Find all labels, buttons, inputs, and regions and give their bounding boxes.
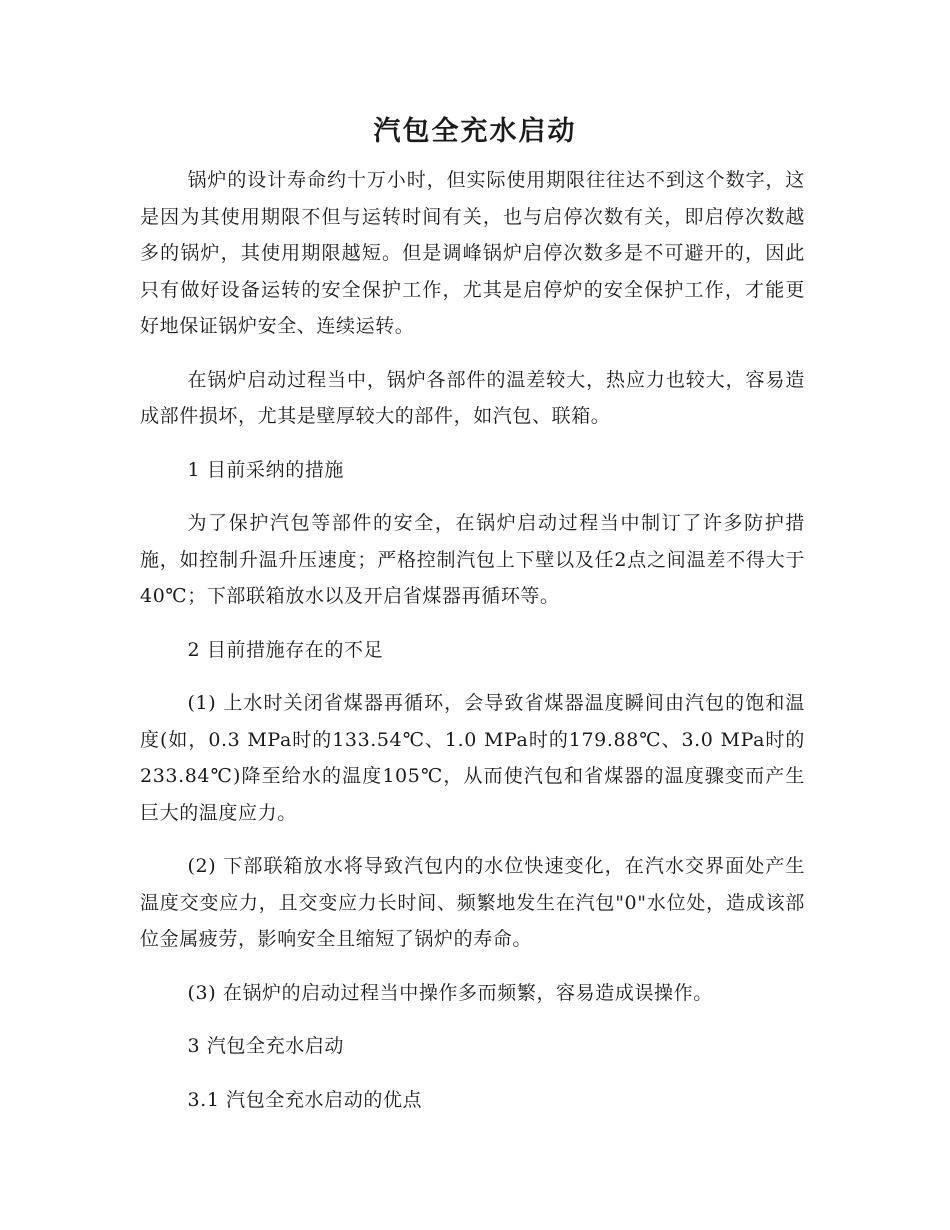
paragraph-intro: 锅炉的设计寿命约十万小时，但实际使用期限往往达不到这个数字，这是因为其使用期限不但与运转时间有关，也与启停次数有关，即启停次数越多的锅炉，其使用期限越短。但是调峰锅炉启停次数多是不可避开的，因此只有做好设备运转的安全保护工作，尤其是启停炉的安全保护工作，才能更好地保证锅炉安全、连续运转。 xyxy=(140,169,805,337)
section-heading-1: 1 目前采纳的措施 xyxy=(187,458,345,481)
section-heading-2: 2 目前措施存在的不足 xyxy=(187,638,384,661)
section-heading-3: 3 汽包全充水启动 xyxy=(187,1035,345,1057)
subsection-heading-3-1: 3.1 汽包全充水启动的优点 xyxy=(187,1088,423,1111)
paragraph-measures: 为了保护汽包等部件的安全，在锅炉启动过程当中制订了许多防护措施，如控制升温升压速度；严格控制汽包上下壁以及任2点之间温差不得大于40℃；下部联箱放水以及开启省煤器再循环等。 xyxy=(140,512,805,607)
paragraph-deficiency-1: (1) 上水时关闭省煤器再循环，会导致省煤器温度瞬间由汽包的饱和温度(如，0.3 MPa时的133.54℃、1.0 MPa时的179.88℃、3.0 MPa时的233.84℃)降至给水的温度105℃，从而使汽包和省煤器的温度骤变而产生巨大的温度应力。 xyxy=(140,692,805,824)
paragraph-deficiency-3: (3) 在锅炉的启动过程当中操作多而频繁，容易造成误操作。 xyxy=(187,981,713,1004)
paragraph-thermal-stress: 在锅炉启动过程当中，锅炉各部件的温差较大，热应力也较大，容易造成部件损坏，尤其是壁厚较大的部件，如汽包、联箱。 xyxy=(140,368,805,427)
paragraph-deficiency-2: (2) 下部联箱放水将导致汽包内的水位快速变化，在汽水交界面处产生温度交变应力，且交变应力长时间、频繁地发生在汽包"0"水位处，造成该部位金属疲劳，影响安全且缩短了锅炉的寿命。 xyxy=(140,855,805,950)
document-body xyxy=(140,162,805,1135)
document-title: 汽包全充水启动 xyxy=(373,116,577,147)
